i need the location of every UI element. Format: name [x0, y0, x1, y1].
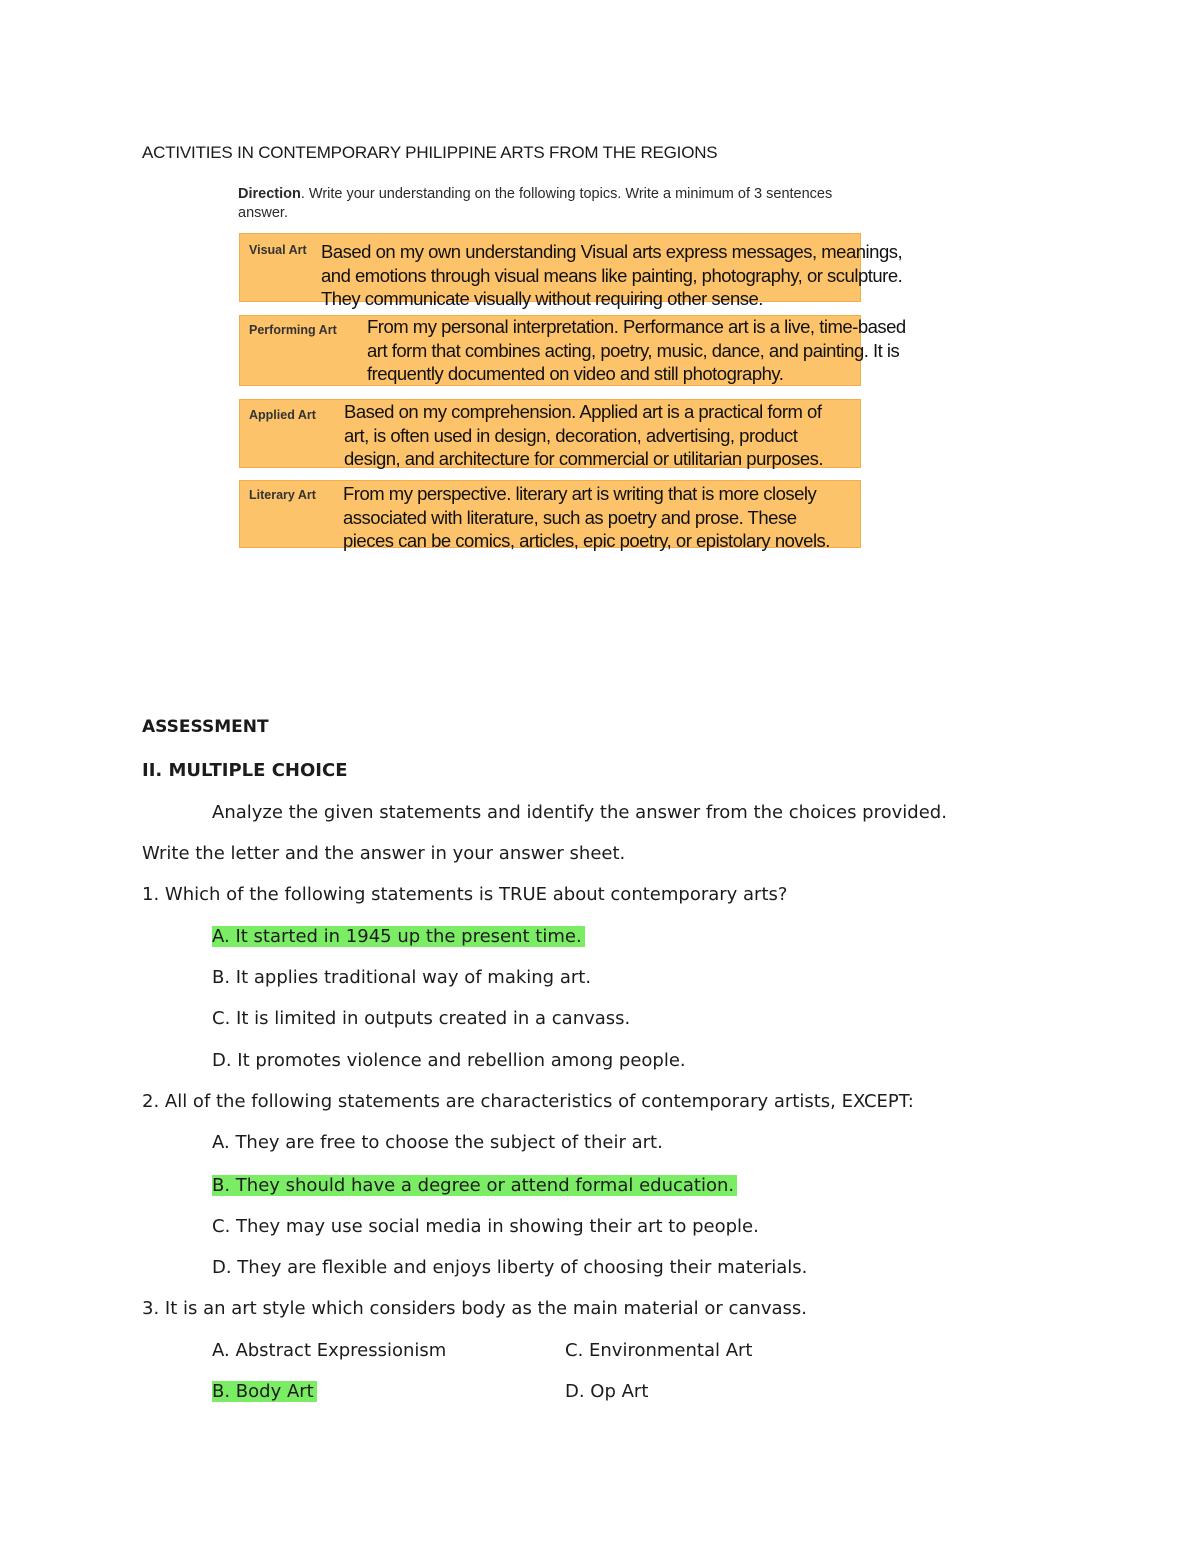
q3-choice-c: C. Environmental Art	[565, 1340, 753, 1361]
q2-choice-d: D. They are flexible and enjoys liberty of choosing their materials.	[212, 1257, 808, 1278]
topic-label-performing-art: Performing Art	[249, 323, 337, 337]
q2-choice-c: C. They may use social media in showing their art to people.	[212, 1216, 759, 1237]
direction-label: Direction	[238, 186, 301, 202]
q1-choice-a-highlight: A. It started in 1945 up the present time.	[212, 926, 585, 947]
topic-label-literary-art: Literary Art	[249, 488, 316, 502]
topic-answer-literary-art: From my perspective. literary art is writing that is more closely associated with literature, such as poetry and prose. These pieces can be comics, articles, epic poetry, or epistolary novels.	[343, 483, 830, 551]
q2-choice-b-highlight: B. They should have a degree or attend formal education.	[212, 1175, 737, 1196]
q3-choice-b-highlight: B. Body Art	[212, 1381, 317, 1402]
topic-answer-visual-art: Based on my own understanding Visual arts express messages, meanings, and emotions through visual means like painting, photography, or sculpture. They communicate visually without requiring other sense.	[321, 241, 903, 309]
instruction-line-2: Write the letter and the answer in your answer sheet.	[142, 843, 626, 864]
q3-choice-a: A. Abstract Expressionism	[212, 1340, 447, 1361]
instruction-line-1: Analyze the given statements and identify the answer from the choices provided.	[212, 802, 947, 823]
q1-choice-a	[212, 926, 585, 947]
topic-label-applied-art: Applied Art	[249, 408, 316, 422]
q2-choice-b	[212, 1175, 737, 1196]
q1-choice-b: B. It applies traditional way of making art.	[212, 967, 592, 988]
q1-choice-d: D. It promotes violence and rebellion among people.	[212, 1050, 686, 1071]
q3-choice-d: D. Op Art	[565, 1381, 649, 1402]
direction-body: . Write your understanding on the following topics. Write a minimum of 3 sentences answer.	[238, 186, 833, 221]
direction-text	[238, 185, 878, 223]
question-1: 1. Which of the following statements is TRUE about contemporary arts?	[142, 884, 788, 905]
q3-choice-b	[212, 1381, 317, 1402]
topic-answer-applied-art: Based on my comprehension. Applied art is a practical form of art, is often used in design, decoration, advertising, product design, and architecture for commercial or utilitarian purposes.	[344, 401, 824, 469]
q1-choice-c: C. It is limited in outputs created in a canvass.	[212, 1008, 631, 1029]
topic-label-visual-art: Visual Art	[249, 243, 307, 257]
page-title: ACTIVITIES IN CONTEMPORARY PHILIPPINE ARTS FROM THE REGIONS	[142, 143, 718, 162]
topic-answer-performing-art: From my personal interpretation. Performance art is a live, time-based art form that combines acting, poetry, music, dance, and painting. It is frequently documented on video and still photography.	[367, 316, 906, 384]
assessment-heading: ASSESSMENT	[142, 717, 269, 737]
question-3: 3. It is an art style which considers body as the main material or canvass.	[142, 1298, 807, 1319]
q2-choice-a: A. They are free to choose the subject of their art.	[212, 1132, 663, 1153]
question-2: 2. All of the following statements are characteristics of contemporary artists, EXCEPT:	[142, 1091, 914, 1112]
section-heading: II. MULTIPLE CHOICE	[142, 760, 348, 781]
